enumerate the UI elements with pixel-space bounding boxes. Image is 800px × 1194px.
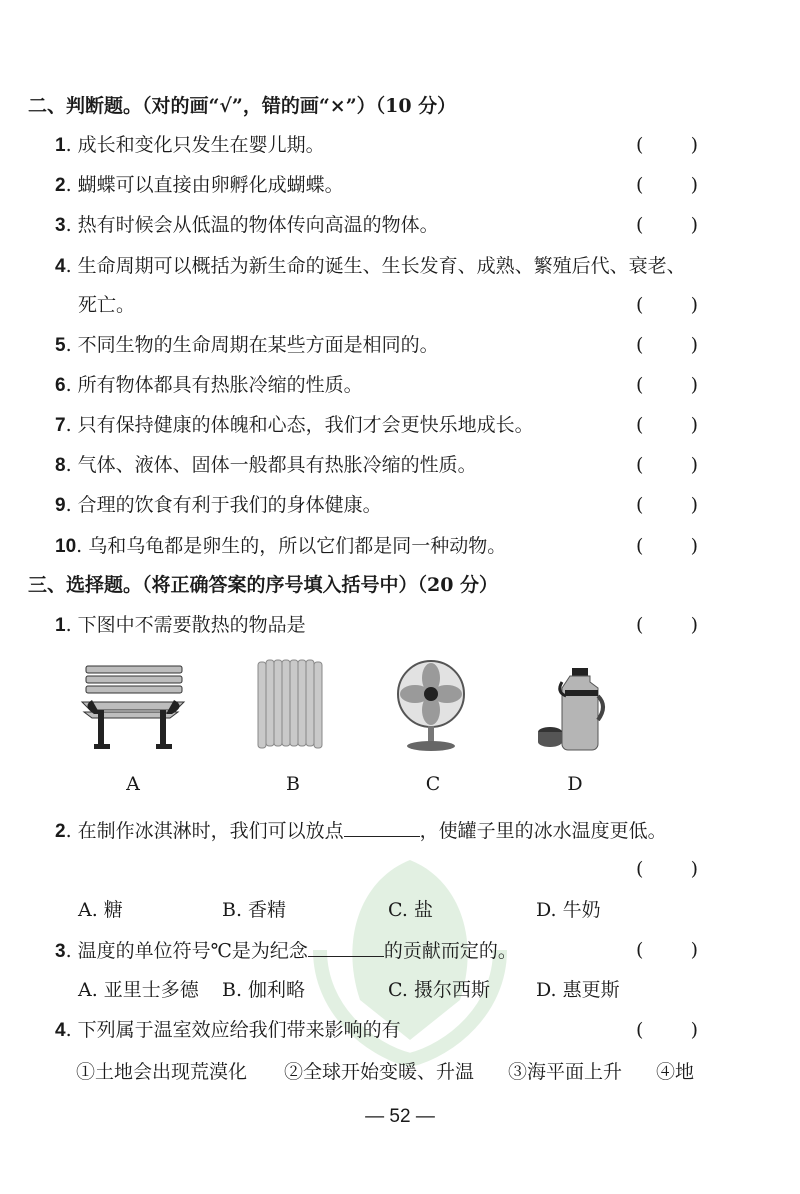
judge-item-8 (55, 453, 477, 478)
item-text: . 合理的饮食有利于我们的身体健康。 (65, 494, 382, 516)
option-3: ③海平面上升 (508, 1061, 623, 1083)
item-text-after: 的贡献而定的。 (383, 940, 517, 962)
option-a: A. 亚里士多德 (78, 979, 199, 1001)
item-number: 4 (55, 256, 66, 277)
answer-paren[interactable]: ( ) (636, 374, 698, 396)
fill-blank[interactable] (308, 938, 384, 957)
item-text: . 只有保持健康的体魄和心态，我们才会更快乐地成长。 (65, 414, 534, 436)
item-number: 2 (55, 821, 66, 842)
answer-paren[interactable]: ( ) (636, 614, 698, 636)
item-number: 5 (55, 335, 66, 356)
item-number: 6 (55, 375, 66, 396)
option-a: A. 糖 (78, 899, 123, 921)
answer-paren[interactable]: ( ) (636, 494, 698, 516)
item-text: . 生命周期可以概括为新生命的诞生、生长发育、成熟、繁殖后代、衰老、 (65, 255, 686, 277)
item-text: . 蝴蝶可以直接由卵孵化成蝴蝶。 (65, 174, 344, 196)
item-number: 1 (55, 135, 66, 156)
option-b: B. 伽利略 (222, 979, 306, 1001)
item-text-before: . 在制作冰淇淋时，我们可以放点 (65, 820, 344, 842)
item-text: . 热有时候会从低温的物体传向高温的物体。 (65, 214, 439, 236)
item-text-before: . 温度的单位符号℃是为纪念 (65, 940, 308, 962)
item-text: . 下图中不需要散热的物品是 (65, 614, 306, 636)
image-label-b: B (286, 773, 300, 795)
item-text: . 气体、液体、固体一般都具有热胀冷缩的性质。 (65, 454, 477, 476)
judge-item-10 (55, 534, 506, 559)
judge-item-7 (55, 413, 534, 438)
item-number: 10 (55, 536, 77, 557)
item-number: 1 (55, 615, 66, 636)
answer-paren[interactable]: ( ) (636, 454, 698, 476)
answer-paren[interactable]: ( ) (636, 214, 698, 236)
item-text: . 乌和乌龟都是卵生的，所以它们都是同一种动物。 (76, 535, 507, 557)
section2-title: 二、判断题。（对的画“√”，错的画“×”）（10 分） (28, 95, 457, 117)
item-number: 2 (55, 175, 66, 196)
choice-question-4 (55, 1018, 401, 1043)
image-label-a: A (126, 773, 140, 795)
radiator-image (254, 656, 326, 754)
option-2: ②全球开始变暖、升温 (284, 1061, 475, 1083)
option-c: C. 盐 (388, 899, 433, 921)
thermos-image (536, 662, 616, 754)
electric-fan-image (392, 658, 470, 754)
bench-image (78, 660, 188, 752)
choice-question-1 (55, 613, 306, 638)
image-label-d: D (567, 773, 583, 795)
item-text: . 所有物体都具有热胀冷缩的性质。 (65, 374, 363, 396)
choice-question-3 (55, 938, 517, 964)
section3-title: 三、选择题。（将正确答案的序号填入括号中）（20 分） (28, 574, 499, 596)
judge-item-1 (55, 133, 325, 158)
answer-paren[interactable]: ( ) (636, 858, 698, 880)
item-text: . 成长和变化只发生在婴儿期。 (65, 134, 325, 156)
answer-paren[interactable]: ( ) (636, 1019, 698, 1041)
judge-item-4 (55, 254, 686, 279)
answer-paren[interactable]: ( ) (636, 294, 698, 316)
option-d: D. 惠更斯 (536, 979, 620, 1001)
answer-paren[interactable]: ( ) (636, 939, 698, 961)
item-text-after: ，使罐子里的冰水温度更低。 (419, 820, 667, 842)
judge-item-3 (55, 213, 439, 238)
answer-paren[interactable]: ( ) (636, 134, 698, 156)
item-text: . 不同生物的生命周期在某些方面是相同的。 (65, 334, 439, 356)
option-c: C. 摄尔西斯 (388, 979, 490, 1001)
option-b: B. 香精 (222, 899, 287, 921)
item-number: 3 (55, 215, 66, 236)
answer-paren[interactable]: ( ) (636, 414, 698, 436)
page-number: — 52 — (365, 1106, 435, 1127)
answer-paren[interactable]: ( ) (636, 535, 698, 557)
item-number: 7 (55, 415, 66, 436)
answer-paren[interactable]: ( ) (636, 174, 698, 196)
judge-item-2 (55, 173, 344, 198)
option-4: ④地 (656, 1061, 695, 1083)
image-label-c: C (425, 773, 441, 795)
judge-item-5 (55, 333, 439, 358)
judge-item-9 (55, 493, 382, 518)
judge-item-4-continuation: 死亡。 (78, 294, 136, 316)
item-number: 4 (55, 1020, 66, 1041)
judge-item-6 (55, 373, 363, 398)
option-d: D. 牛奶 (536, 899, 601, 921)
answer-paren[interactable]: ( ) (636, 334, 698, 356)
item-number: 3 (55, 941, 66, 962)
item-text: . 下列属于温室效应给我们带来影响的有 (65, 1019, 401, 1041)
item-number: 8 (55, 455, 66, 476)
choice-question-2 (55, 818, 667, 844)
fill-blank[interactable] (344, 818, 420, 837)
option-1: ①土地会出现荒漠化 (76, 1061, 248, 1083)
item-number: 9 (55, 495, 66, 516)
